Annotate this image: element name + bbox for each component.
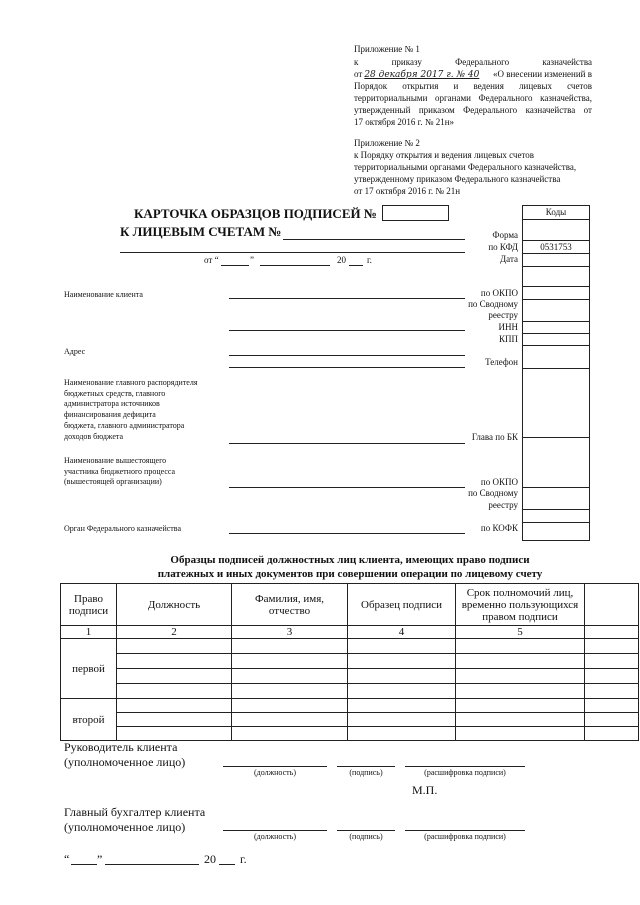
footer-date-year: 20: [204, 852, 216, 866]
footer-date-month-line[interactable]: [105, 864, 199, 865]
date-prefix: от “: [204, 255, 219, 265]
kpp-label: КПП: [498, 334, 518, 344]
footer-date-day-line[interactable]: [71, 864, 97, 865]
table-row[interactable]: [61, 654, 639, 669]
codes-header: Коды: [545, 207, 567, 217]
treasury-body-line[interactable]: [229, 533, 465, 534]
codes-divider: [522, 240, 590, 241]
table-row[interactable]: [61, 669, 639, 684]
title-line2: К ЛИЦЕВЫМ СЧЕТАМ №: [120, 224, 282, 239]
codes-divider: [522, 487, 590, 488]
codes-header-divider: [522, 219, 590, 220]
okpo-label-2: по ОКПО: [480, 477, 518, 487]
date-day-line[interactable]: [221, 265, 249, 266]
client-name-line[interactable]: [229, 298, 465, 299]
annex1-line4: Порядок открытия и ведения лицевых счетов: [354, 81, 592, 91]
col-number: 4: [348, 626, 456, 639]
date-year: 20: [337, 255, 346, 265]
treasury-body-label: Орган Федерального казначейства: [64, 524, 182, 533]
accountant-label-2: (уполномоченное лицо): [64, 820, 186, 834]
svod-label-1a: по Сводному: [468, 299, 518, 309]
accountant-label-1: Главный бухгалтер клиента: [64, 805, 206, 819]
annex2-line5: от 17 октября 2016 г. № 21н: [354, 186, 461, 196]
svod-label-1b: реестру: [488, 310, 518, 320]
accountant-decoding-caption: (расшифровка подписи): [424, 832, 506, 841]
footer-date-quote: ”: [97, 852, 103, 866]
date-suffix: г.: [367, 255, 372, 265]
svod-label-2b: реестру: [488, 500, 518, 510]
table-row[interactable]: [61, 639, 639, 654]
accountant-decoding-line[interactable]: [405, 830, 525, 831]
footer-date-year-line[interactable]: [219, 864, 235, 865]
form-label-2: по КФД: [488, 242, 518, 252]
codes-divider: [522, 368, 590, 369]
card-number-box[interactable]: [382, 205, 449, 221]
footer-date-prefix: “: [64, 852, 70, 866]
address-line[interactable]: [229, 355, 465, 356]
col-header-term: Срок полномочий лиц, временно пользующихся правом подписи: [456, 584, 585, 626]
head-position-line[interactable]: [223, 766, 327, 767]
codes-divider: [522, 345, 590, 346]
codes-divider: [522, 286, 590, 287]
accountant-position-caption: (должность): [254, 832, 296, 841]
head-position-caption: (должность): [254, 768, 296, 777]
address-label: Адрес: [64, 347, 86, 356]
head-signature-caption: (подпись): [349, 768, 383, 777]
table-row[interactable]: [61, 727, 639, 741]
address-line-2[interactable]: [229, 367, 465, 368]
date-label: Дата: [500, 254, 518, 264]
codes-divider: [522, 321, 590, 322]
signatures-heading-2: платежных и иных документов при совершении операции по лицевому счету: [157, 568, 543, 580]
table-header-row: [61, 584, 639, 626]
col-header-signature: Образец подписи: [348, 584, 456, 626]
row-label-first: первой: [61, 639, 117, 699]
table-row[interactable]: [61, 713, 639, 727]
head-label-1: Руководитель клиента: [64, 740, 178, 754]
client-name-label: Наименование клиента: [64, 290, 143, 299]
signatures-table: [60, 583, 639, 741]
col-number: 3: [232, 626, 348, 639]
table-number-row: [61, 626, 639, 639]
annex2-line2: к Порядку открытия и ведения лицевых счетов: [354, 150, 535, 160]
col-header-right: Право подписи: [61, 584, 117, 626]
annex2-line3: территориальными органами Федерального казначейства,: [354, 162, 577, 172]
head-decoding-caption: (расшифровка подписи): [424, 768, 506, 777]
table-row[interactable]: [61, 699, 639, 713]
accountant-signature-caption: (подпись): [349, 832, 383, 841]
kofk-label: по КОФК: [480, 523, 518, 533]
handwritten-date: 28 декабря 2017 г. № 40: [364, 70, 480, 80]
col-number: 2: [117, 626, 232, 639]
col-number: [585, 626, 639, 639]
signatures-heading-1: Образцы подписей должностных лиц клиента, имеющих право подписи: [170, 554, 530, 566]
client-name-line-2[interactable]: [229, 330, 465, 331]
main-manager-line[interactable]: [229, 443, 465, 444]
form-label-1: Форма: [492, 230, 518, 240]
higher-participant-line[interactable]: [229, 487, 465, 488]
col-number: 5: [456, 626, 585, 639]
accountant-signature-line[interactable]: [337, 830, 395, 831]
date-quote-close: ”: [250, 255, 254, 265]
annex2-line1: Приложение № 2: [354, 138, 420, 148]
date-year-line[interactable]: [349, 265, 363, 266]
codes-divider: [522, 509, 590, 510]
inn-label: ИНН: [498, 322, 518, 332]
date-month-line[interactable]: [260, 265, 330, 266]
annex2-line4: утвержденному приказом Федерального казначейства: [354, 174, 561, 184]
row-label-second: второй: [61, 699, 117, 741]
title-underline: [120, 252, 465, 253]
head-label-2: (уполномоченное лицо): [64, 755, 186, 769]
col-header-position: Должность: [117, 584, 232, 626]
codes-divider: [522, 266, 590, 267]
codes-divider: [522, 333, 590, 334]
main-manager-label: Наименование главного распорядителя бюджетных средств, главного администратора источников финансирования дефицита бюджета, главного администратора доходов бюджета: [64, 378, 198, 441]
phone-label: Телефон: [485, 357, 518, 367]
annex1-line1: Приложение № 1: [354, 44, 420, 54]
title-line1: КАРТОЧКА ОБРАЗЦОВ ПОДПИСЕЙ №: [134, 206, 377, 221]
codes-divider: [522, 253, 590, 254]
okpo-label-1: по ОКПО: [480, 288, 518, 298]
head-decoding-line[interactable]: [405, 766, 525, 767]
annex1-line3: от 28 декабря 2017 г. № 40 «О внесении изменений в: [354, 69, 592, 80]
footer-date-suffix: г.: [240, 852, 247, 866]
col-header-name: Фамилия, имя, отчество: [232, 584, 348, 626]
svod-label-2a: по Сводному: [468, 488, 518, 498]
glava-bk-label: Глава по БК: [471, 432, 518, 442]
stamp-place: М.П.: [412, 783, 438, 797]
codes-divider: [522, 299, 590, 300]
annex1-line7: 17 октября 2016 г. № 21н»: [354, 117, 455, 127]
codes-column: [522, 205, 590, 541]
table-row[interactable]: [61, 684, 639, 699]
annex1-line6: утвержденный приказом Федерального казначейства от: [354, 105, 592, 115]
annex1-line2: к приказу Федерального казначейства: [354, 57, 592, 67]
col-number: 1: [61, 626, 117, 639]
head-signature-line[interactable]: [337, 766, 395, 767]
col-header-extra: [585, 584, 639, 626]
annex1-line5: территориальными органами Федерального казначейства,: [354, 93, 592, 103]
higher-participant-label: Наименование вышестоящего участника бюджетного процесса (вышестоящей организации): [64, 456, 176, 487]
accountant-position-line[interactable]: [223, 830, 327, 831]
codes-divider: [522, 522, 590, 523]
form-code: 0531753: [540, 242, 572, 252]
codes-divider: [522, 437, 590, 438]
